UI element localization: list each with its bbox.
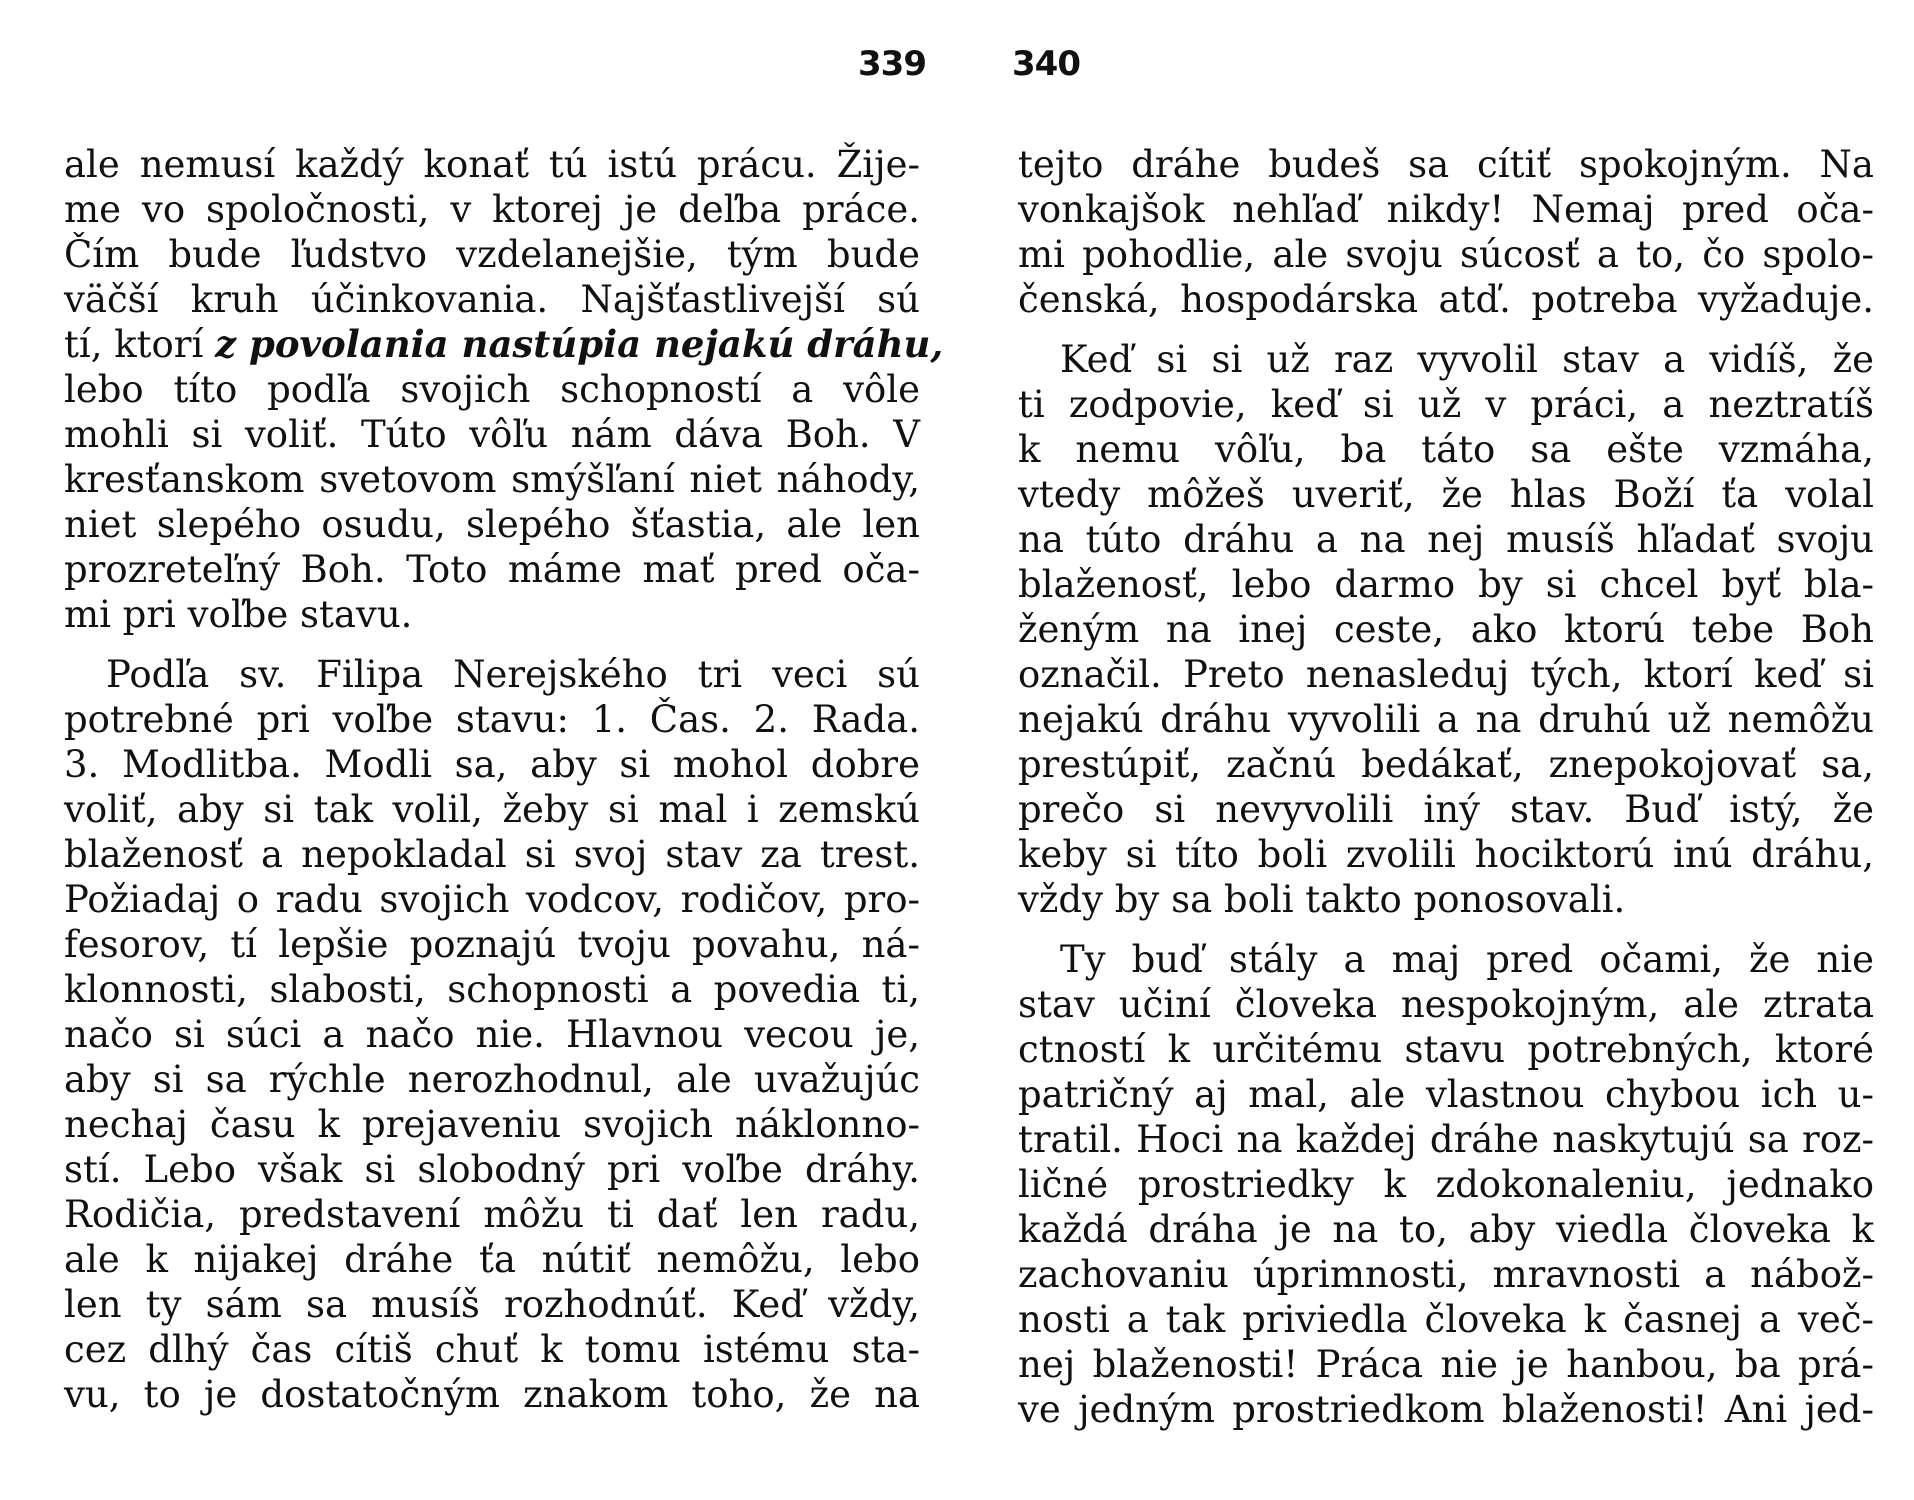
text-line: stav učiní človeka nespokojným, ale ztrata — [1018, 983, 1874, 1026]
text-line: načo si súci a načo nie. Hlavnou vecou je, — [64, 1013, 920, 1056]
left-page-number: 339 — [858, 44, 926, 84]
text-line: prozreteľný Boh. Toto máme mať pred oča- — [64, 548, 920, 591]
text-line: väčší kruh účinkovania. Najšťastlivejší sú — [64, 278, 920, 321]
text-line: Požiadaj o radu svojich vodcov, rodičov, pro- — [64, 878, 920, 921]
text-line: prečo si nevyvolili iný stav. Buď istý, že — [1018, 788, 1874, 831]
text-line: ženým na inej ceste, ako ktorú tebe Boh — [1018, 608, 1874, 651]
left-page-text-column — [64, 142, 944, 1417]
text-line: tejto dráhe budeš sa cítiť spokojným. Na — [1018, 143, 1874, 186]
text-line: niet slepého osudu, slepého šťastia, ale len — [64, 503, 920, 546]
text-line: vždy by sa boli takto ponosovali. — [1018, 878, 1626, 921]
text-line: 3. Modlitba. Modli sa, aby si mohol dobre — [64, 743, 920, 786]
text-line: vu, to je dostatočným znakom toho, že na — [64, 1373, 920, 1416]
text-line: ale k nijakej dráhe ťa nútiť nemôžu, lebo — [64, 1238, 920, 1281]
right-paragraph-1 — [1018, 142, 1874, 322]
text-line: Rodičia, predstavení môžu ti dať len radu, — [64, 1193, 920, 1236]
text-line: fesorov, tí lepšie poznajú tvoju povahu, ná- — [64, 923, 920, 966]
text-line: vtedy môžeš uveriť, že hlas Boží ťa volal — [1018, 473, 1874, 516]
left-paragraph-2 — [64, 652, 920, 1417]
text-line: len ty sám sa musíš rozhodnúť. Keď vždy, — [64, 1283, 920, 1326]
text-line: lebo títo podľa svojich schopností a vôle — [64, 368, 920, 411]
text-line: Ty buď stály a maj pred očami, že nie — [1060, 938, 1874, 981]
text-line: ličné prostriedky k zdokonaleniu, jednako — [1018, 1163, 1874, 1206]
text-line: ve jedným prostriedkom blaženosti! Ani jed- — [1018, 1388, 1874, 1431]
text-line: každá dráha je na to, aby viedla človeka k — [1018, 1208, 1874, 1251]
text-line: Čím bude ľudstvo vzdelanejšie, tým bude — [64, 233, 920, 276]
text-line: nej blaženosti! Práca nie je hanbou, ba prá- — [1018, 1343, 1874, 1386]
text-line: nechaj času k prejaveniu svojich náklonno- — [64, 1103, 920, 1146]
text-line: voliť, aby si tak volil, žeby si mal i zemskú — [64, 788, 920, 831]
text-line: aby si sa rýchle nerozhodnul, ale uvažujúc — [64, 1058, 920, 1101]
right-page-number: 340 — [1012, 44, 1080, 84]
text-line: mi pri voľbe stavu. — [64, 593, 413, 636]
text-line: mi pohodlie, ale svoju súcosť a to, čo spolo- — [1018, 233, 1874, 276]
text-line: čenská, hospodárska atď. potreba vyžaduje. — [1018, 278, 1874, 321]
text-line: ti zodpovie, keď si už v práci, a neztratíš — [1018, 383, 1874, 426]
text-line: blaženosť, lebo darmo by si chcel byť bla- — [1018, 563, 1874, 606]
text-line: cez dlhý čas cítiš chuť k tomu istému sta- — [64, 1328, 920, 1371]
text-line: ctností k určitému stavu potrebných, ktoré — [1018, 1028, 1874, 1071]
text-line-start: tí, ktorí — [64, 323, 216, 366]
right-page-text-column — [1018, 142, 1874, 1432]
left-paragraph-1 — [64, 142, 944, 637]
text-line: keby si títo boli zvolili hociktorú inú dráhu, — [1018, 833, 1874, 876]
text-line-with-emphasis — [64, 322, 944, 367]
text-line: k nemu vôľu, ba táto sa ešte vzmáha, — [1018, 428, 1874, 471]
text-line: kresťanskom svetovom smýšľaní niet náhody, — [64, 458, 920, 501]
text-line: klonnosti, slabosti, schopnosti a povedia ti, — [64, 968, 920, 1011]
text-line: zachovaniu úprimnosti, mravnosti a nábož- — [1018, 1253, 1874, 1296]
text-line: ale nemusí každý konať tú istú prácu. Žije- — [64, 143, 920, 186]
emphasized-phrase: z povolania nastúpia nejakú dráhu, — [215, 322, 944, 366]
text-line: blaženosť a nepokladal si svoj stav za trest. — [64, 833, 920, 876]
text-line: označil. Preto nenasleduj tých, ktorí keď si — [1018, 653, 1874, 696]
text-line: prestúpiť, začnú bedákať, znepokojovať sa, — [1018, 743, 1874, 786]
right-paragraph-3 — [1018, 937, 1874, 1432]
text-line: me vo spoločnosti, v ktorej je deľba práce. — [64, 188, 920, 231]
text-line: Keď si si už raz vyvolil stav a vidíš, že — [1060, 338, 1874, 381]
text-line: nosti a tak priviedla človeka k časnej a več- — [1018, 1298, 1874, 1341]
text-line: nejakú dráhu vyvolili a na druhú už nemôžu — [1018, 698, 1874, 741]
text-line: vonkajšok nehľaď nikdy! Nemaj pred oča- — [1018, 188, 1874, 231]
text-line: na túto dráhu a na nej musíš hľadať svoju — [1018, 518, 1874, 561]
text-line: Podľa sv. Filipa Nerejského tri veci sú — [106, 653, 920, 696]
text-line: potrebné pri voľbe stavu: 1. Čas. 2. Rada. — [64, 698, 920, 741]
right-paragraph-2 — [1018, 337, 1874, 922]
text-line: patričný aj mal, ale vlastnou chybou ich u- — [1018, 1073, 1874, 1116]
text-line: tratil. Hoci na každej dráhe naskytujú sa roz- — [1018, 1118, 1874, 1161]
text-line: stí. Lebo však si slobodný pri voľbe dráhy. — [64, 1148, 920, 1191]
text-line: mohli si voliť. Túto vôľu nám dáva Boh. V — [64, 413, 920, 456]
